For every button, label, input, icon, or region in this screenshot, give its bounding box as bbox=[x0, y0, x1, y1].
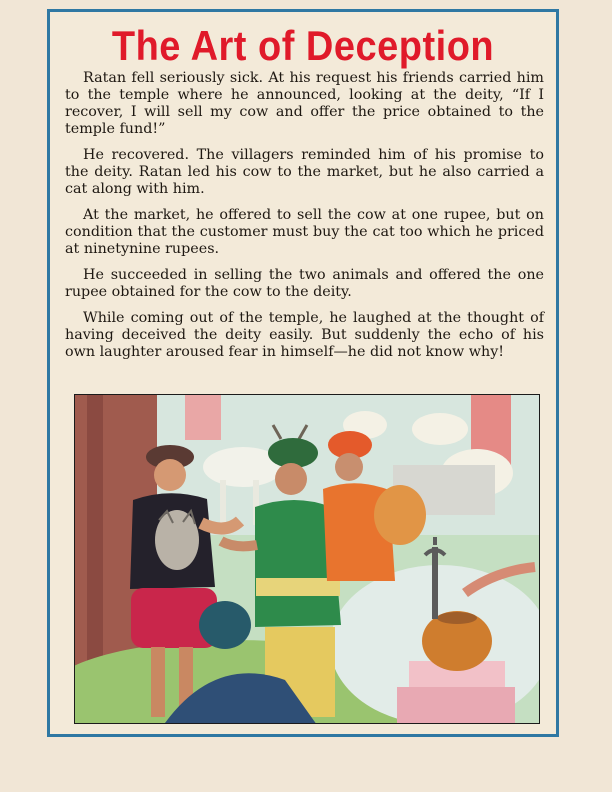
story-paragraph: At the market, he offered to sell the cow at one rupee, but on condition that the customer must buy the cat too which he priced at ninetynine rupees. bbox=[65, 207, 544, 257]
story-paragraph: He succeeded in selling the two animals and offered the one rupee obtained for the cow to the deity. bbox=[65, 267, 544, 300]
story-paragraph: While coming out of the temple, he laughed at the thought of having deceived the deity easily. But suddenly the echo of his own laughter aroused fear in himself—he did not know why! bbox=[65, 310, 544, 360]
story-text bbox=[65, 70, 544, 370]
story-title: The Art of Deception bbox=[111, 23, 495, 71]
page-frame bbox=[47, 9, 559, 737]
market-illustration bbox=[74, 394, 540, 724]
story-paragraph: He recovered. The villagers reminded him of his promise to the deity. Ratan led his cow to the market, but he also carried a cat along with him. bbox=[65, 147, 544, 197]
story-paragraph: Ratan fell seriously sick. At his request his friends carried him to the temple where he announced, looking at the deity, “If I recover, I will sell my cow and offer the price obtained to the temple fund!” bbox=[65, 70, 544, 137]
